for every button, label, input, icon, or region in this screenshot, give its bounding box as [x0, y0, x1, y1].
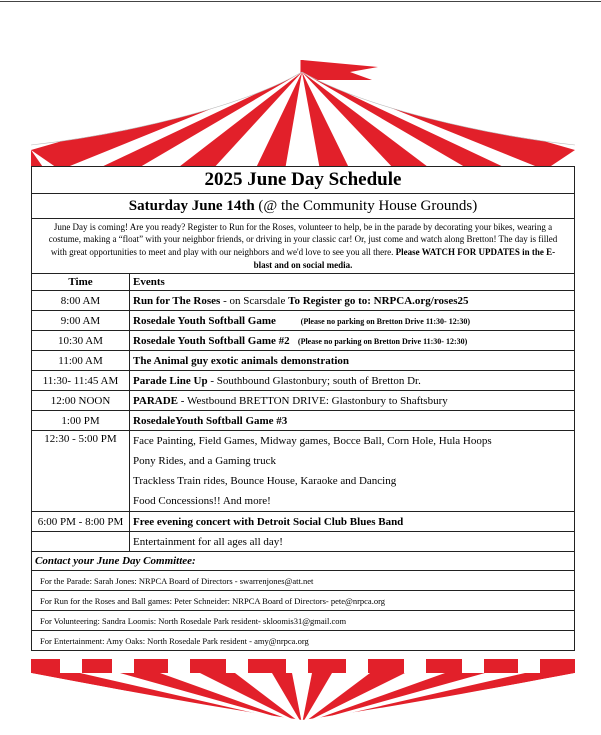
table-row — [32, 512, 575, 532]
row-time: 1:00 PM — [32, 411, 130, 431]
event-title: Free evening concert with Detroit Social Club Blues Band — [133, 515, 404, 528]
afternoon-activities — [130, 431, 575, 512]
table-row — [32, 311, 575, 331]
event-detail: - Westbound BRETTON DRIVE: Glastonbury to Shaftsbury — [178, 394, 448, 407]
row-event — [130, 331, 575, 351]
event-location: (@ the Community House Grounds) — [254, 197, 478, 214]
parking-note: (Please no parking on Bretton Drive 11:30- 12:30) — [297, 336, 468, 346]
contact-volunteering: For Volunteering: Sandra Loomis: North Rosedale Park resident- skloomis31@gmail.com — [32, 611, 575, 631]
time-column-header: Time — [32, 274, 130, 291]
event-title: Parade Line Up — [133, 374, 208, 387]
events-column-header: Events — [130, 274, 575, 291]
row-time: 10:30 AM — [32, 331, 130, 351]
row-time: 12:30 - 5:00 PM — [32, 431, 130, 512]
row-time: 9:00 AM — [32, 311, 130, 331]
schedule-table — [31, 166, 575, 651]
contact-heading-row — [32, 552, 575, 571]
contact-row — [32, 571, 575, 591]
row-event — [130, 371, 575, 391]
row-time: 8:00 AM — [32, 291, 130, 311]
page-title: 2025 June Day Schedule — [32, 167, 575, 194]
event-title: Rosedale Youth Softball Game #2 — [133, 334, 290, 347]
intro-text: June Day is coming! Are you ready? Register to Run for the Roses, volunteer to help, be in the parade by decorating your bikes, wearing a costume, making a “float” with your neighbor friends, or driving in your classic car! Or, just come and watch along Bretton! The day is filled with great opportunities to meet and play with our neighbors and we'd love to see you all there. — [48, 221, 558, 257]
row-event: Entertainment for all ages all day! — [130, 532, 575, 552]
contact-row — [32, 591, 575, 611]
intro-update-notice: Please WATCH FOR UPDATES in the E-blast and on social media. — [253, 247, 556, 270]
row-event — [130, 311, 575, 331]
contact-row — [32, 631, 575, 651]
activity-line: Food Concessions!! And more! — [133, 495, 271, 507]
row-event — [130, 291, 575, 311]
row-event — [130, 411, 575, 431]
row-time: 11:00 AM — [32, 351, 130, 371]
table-row — [32, 391, 575, 411]
tent-skirt-bottom — [25, 655, 585, 725]
table-row — [32, 331, 575, 351]
event-detail: - on Scarsdale — [220, 294, 289, 307]
event-title: Run for The Roses — [133, 294, 221, 307]
row-time: 6:00 PM - 8:00 PM — [32, 512, 130, 532]
activity-line: Face Painting, Field Games, Midway games, Bocce Ball, Corn Hole, Hula Hoops — [133, 435, 492, 447]
contact-heading: Contact your June Day Committee: — [32, 552, 575, 571]
event-detail: - Southbound Glastonbury; south of Bretton Dr. — [207, 374, 421, 387]
event-date — [32, 194, 575, 219]
event-date-bold: Saturday June 14th — [128, 197, 255, 214]
table-header-row — [32, 274, 575, 291]
table-row-afternoon — [32, 431, 575, 512]
activity-line: Trackless Train rides, Bounce House, Karaoke and Dancing — [133, 475, 397, 487]
event-title: Rosedale Youth Softball Game — [133, 314, 276, 327]
intro-paragraph — [32, 219, 575, 274]
table-row — [32, 371, 575, 391]
contact-run-for-roses: For Run for the Roses and Ball games: Peter Schneider: NRPCA Board of Directors- pete@nrpca.org — [32, 591, 575, 611]
event-title: RosedaleYouth Softball Game #3 — [133, 414, 288, 427]
row-event — [130, 391, 575, 411]
table-row — [32, 351, 575, 371]
parking-note: (Please no parking on Bretton Drive 11:30- 12:30) — [300, 316, 471, 326]
row-time: 12:00 NOON — [32, 391, 130, 411]
register-link[interactable]: To Register go to: NRPCA.org/roses25 — [288, 294, 469, 307]
row-time: 11:30- 11:45 AM — [32, 371, 130, 391]
tent-canopy-top — [20, 60, 585, 170]
table-row — [32, 411, 575, 431]
activity-line: Pony Rides, and a Gaming truck — [133, 455, 276, 467]
event-title: The Animal guy exotic animals demonstration — [133, 354, 350, 367]
event-title: PARADE — [133, 394, 179, 407]
contact-entertainment: For Entertainment: Amy Oaks: North Rosedale Park resident - amy@nrpca.org — [32, 631, 575, 651]
table-row — [32, 291, 575, 311]
row-time-empty — [32, 532, 130, 552]
table-row — [32, 532, 575, 552]
row-event — [130, 351, 575, 371]
contact-row — [32, 611, 575, 631]
contact-parade: For the Parade: Sarah Jones: NRPCA Board of Directors - swarrenjones@att.net — [32, 571, 575, 591]
row-event — [130, 512, 575, 532]
